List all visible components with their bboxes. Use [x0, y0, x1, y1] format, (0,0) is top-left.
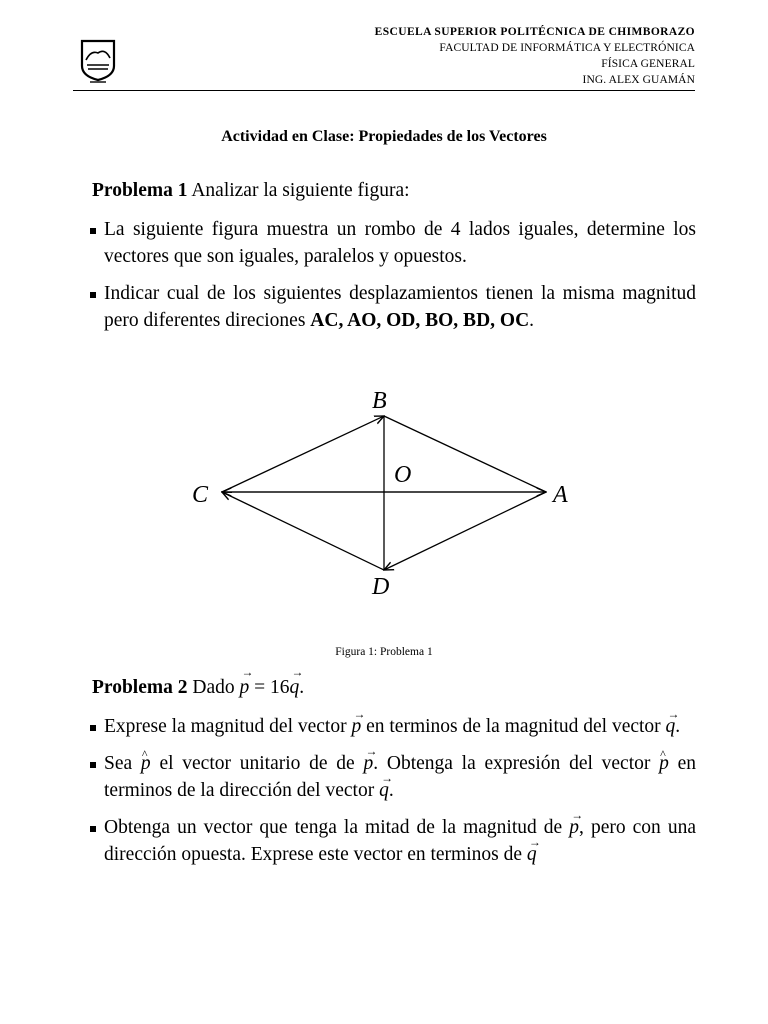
problem-2-item-1-part-c: . — [675, 716, 681, 737]
problem-1-items — [88, 216, 696, 344]
list-item — [88, 814, 696, 868]
escuela-seal-logo — [79, 38, 117, 84]
problem-2-items — [88, 713, 696, 878]
point-label-b: B — [372, 388, 387, 414]
problem-2-item-2-part-e: . — [388, 780, 394, 801]
problem-2-item-1-part-b: en terminos de la magnitud del vector — [366, 716, 661, 737]
vector-dc — [222, 492, 384, 570]
rhombus-figure — [180, 380, 600, 610]
problem-2-heading — [92, 677, 304, 699]
coefficient: 16 — [270, 677, 290, 698]
vector-p: p → — [363, 750, 373, 777]
point-label-d: D — [372, 574, 390, 600]
problem-2-intro: Dado — [192, 677, 235, 698]
problem-1-item-2-text: Indicar cual de los siguientes desplazamientos tienen la misma magnitud pero diferentes direciones — [104, 283, 696, 331]
list-item — [88, 280, 696, 334]
document-header — [375, 24, 695, 88]
problem-2-item-3-part-a: Obtenga un vector que tenga la mitad de la magnitud de — [104, 817, 563, 838]
page-title: Actividad en Clase: Propiedades de los Vectores — [221, 128, 547, 145]
instructor-name: ING. ALEX GUAMÁN — [582, 74, 695, 86]
problem-2-item-2-part-c: . Obtenga la expresión del vector — [373, 753, 651, 774]
vector-p: p → — [240, 677, 250, 699]
problem-2-item-2-part-d: en terminos de la dirección del vector — [104, 753, 697, 801]
problem-2-item-1-part-a: Exprese la magnitud del vector — [104, 716, 347, 737]
bullet-square-icon — [90, 762, 96, 768]
school-name: ESCUELA SUPERIOR POLITÉCNICA DE CHIMBORAZO — [374, 26, 695, 38]
list-item — [88, 750, 696, 804]
bullet-square-icon — [90, 228, 96, 234]
bullet-square-icon — [90, 725, 96, 731]
problem-2-item-3-part-b: , pero con una dirección opuesta. Exprese este vector en terminos de — [104, 817, 697, 865]
vector-q: q → — [379, 777, 389, 804]
period: . — [299, 677, 305, 698]
problem-1-heading — [92, 180, 410, 202]
bullet-square-icon — [90, 826, 96, 832]
bullet-square-icon — [90, 292, 96, 298]
point-label-a: A — [553, 482, 568, 508]
vector-ad — [384, 492, 546, 570]
problem-2-label: Problema 2 — [92, 677, 188, 698]
problem-1-label: Problema 1 — [92, 180, 188, 201]
vector-q: q → — [527, 841, 537, 868]
figure-caption: Figura 1: Problema 1 — [335, 646, 433, 658]
vector-q: q → — [666, 713, 676, 740]
unit-vector-p-hat: p ^ — [659, 750, 669, 777]
course-name: FÍSICA GENERAL — [601, 58, 695, 70]
point-label-c: C — [192, 482, 209, 508]
equals-sign: = — [254, 677, 266, 698]
list-item — [88, 216, 696, 270]
problem-2-item-2-part-a: Sea — [104, 753, 133, 774]
displacement-list: AC, AO, OD, BO, BD, OC — [310, 310, 530, 331]
problem-1-item-1-text: La siguiente figura muestra un rombo de 4 lados iguales, determine los vectores que son iguales, paralelos y opuestos. — [104, 219, 696, 267]
problem-1-item-2-end: . — [529, 310, 535, 331]
list-item — [88, 713, 696, 740]
problem-2-item-2-part-b: el vector unitario de de — [159, 753, 355, 774]
faculty-name: FACULTAD DE INFORMÁTICA Y ELECTRÓNICA — [439, 42, 695, 54]
vector-q: q → — [290, 677, 300, 699]
vector-p: p → — [569, 814, 579, 841]
problem-1-intro: Analizar la siguiente figura: — [191, 180, 410, 201]
vector-cb — [222, 416, 384, 492]
vector-p: p → — [351, 713, 361, 740]
header-divider — [73, 90, 695, 91]
unit-vector-p-hat: p ^ — [141, 750, 151, 777]
point-label-o: O — [394, 462, 412, 488]
